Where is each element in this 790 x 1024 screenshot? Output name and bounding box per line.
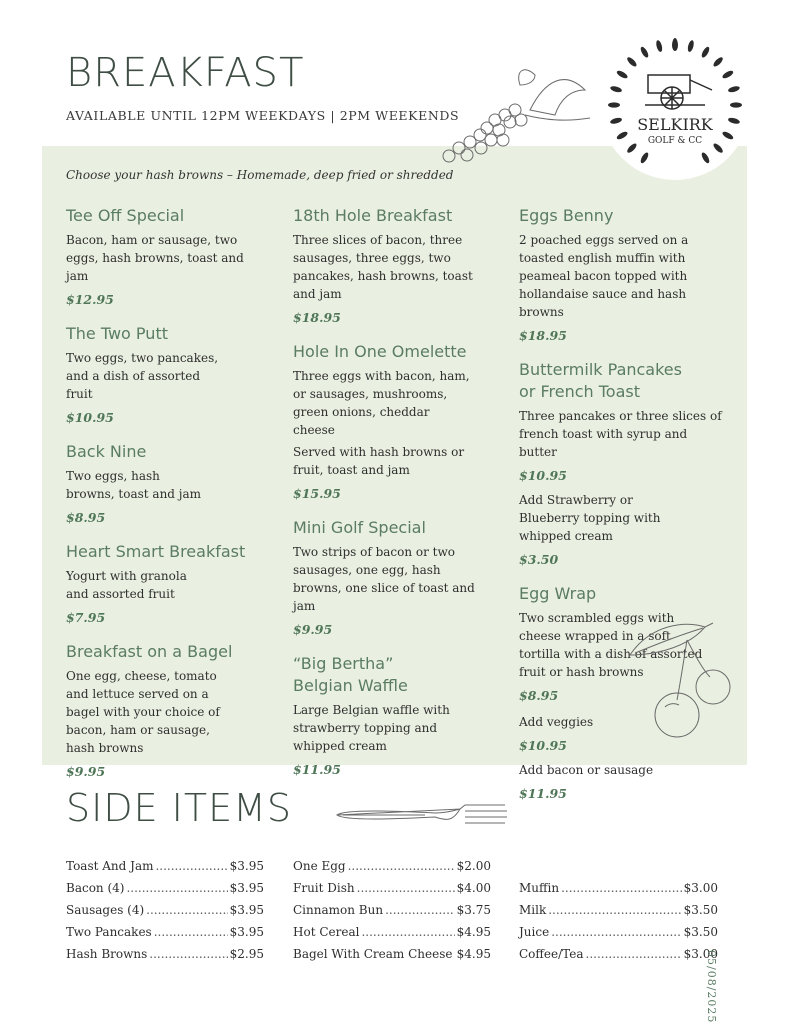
side-item-name: Bacon (4) bbox=[66, 881, 125, 895]
item-description: Bacon, ham or sausage, two eggs, hash browns, toast and jam bbox=[66, 233, 244, 283]
side-item-name: Milk bbox=[519, 903, 547, 917]
side-item-name: Sausages (4) bbox=[66, 903, 145, 917]
leader-dots bbox=[385, 899, 455, 921]
item-price: $11.95 bbox=[293, 762, 341, 777]
leader-dots bbox=[561, 877, 682, 899]
item-description: Large Belgian waffle with strawberry topping and whipped cream bbox=[293, 703, 450, 753]
menu-item bbox=[293, 205, 493, 327]
leader-dots bbox=[126, 877, 227, 899]
menu-item bbox=[519, 205, 724, 345]
side-item bbox=[519, 943, 718, 965]
leader-dots bbox=[548, 899, 681, 921]
item-price: $15.95 bbox=[293, 486, 341, 501]
side-item-price: $2.95 bbox=[229, 947, 264, 961]
side-items-column-2 bbox=[293, 855, 491, 965]
item-price: $7.95 bbox=[66, 610, 106, 625]
item-price: $10.95 bbox=[66, 410, 114, 425]
side-item-name: One Egg bbox=[293, 859, 346, 873]
addon-description: Add veggies bbox=[519, 715, 594, 729]
item-price: $18.95 bbox=[519, 328, 567, 343]
leader-dots bbox=[146, 899, 227, 921]
addon-price: $3.50 bbox=[519, 552, 559, 567]
leader-dots bbox=[586, 943, 682, 965]
side-items-title: SIDE ITEMS bbox=[66, 786, 293, 830]
item-description: Three slices of bacon, three sausages, three eggs, two pancakes, hash browns, toast and jam bbox=[293, 233, 473, 301]
item-price: $18.95 bbox=[293, 310, 341, 325]
item-description: Two strips of bacon or two sausages, one egg, hash browns, one slice of toast and jam bbox=[293, 545, 475, 613]
leader-dots bbox=[154, 921, 228, 943]
side-item-name: Muffin bbox=[519, 881, 560, 895]
logo-subtitle: GOLF & CC bbox=[647, 136, 703, 146]
side-item bbox=[293, 877, 491, 899]
item-name: 18th Hole Breakfast bbox=[293, 206, 453, 225]
grapes-illustration bbox=[435, 60, 600, 170]
item-description: 2 poached eggs served on a toasted english muffin with peameal bacon topped with hollandaise sauce and hash browns bbox=[519, 233, 689, 319]
item-description: Two scrambled eggs with cheese wrapped in a soft tortilla with a dish of assorted fruit or hash browns bbox=[519, 611, 703, 679]
side-item-price: $3.95 bbox=[229, 925, 264, 939]
item-name: Mini Golf Special bbox=[293, 518, 426, 537]
item-name: Eggs Benny bbox=[519, 206, 614, 225]
menu-item bbox=[519, 359, 724, 569]
side-item-price: $4.00 bbox=[456, 881, 491, 895]
side-item-price: $3.50 bbox=[683, 925, 718, 939]
leader-dots bbox=[551, 921, 681, 943]
side-item bbox=[66, 943, 264, 965]
logo-name: SELKIRK bbox=[637, 115, 713, 134]
side-item-price: $3.95 bbox=[229, 881, 264, 895]
hash-browns-note: Choose your hash browns – Homemade, deep fried or shredded bbox=[66, 168, 454, 182]
item-description: One egg, cheese, tomato and lettuce served on a bagel with your choice of bacon, ham or sausage, hash browns bbox=[66, 669, 220, 755]
item-price: $9.95 bbox=[293, 622, 333, 637]
side-item-price: $3.50 bbox=[683, 903, 718, 917]
side-item-name: Coffee/Tea bbox=[519, 947, 584, 961]
menu-item bbox=[293, 341, 493, 503]
side-item bbox=[519, 877, 718, 899]
side-item-name: Cinnamon Bun bbox=[293, 903, 384, 917]
item-name: Breakfast on a Bagel bbox=[66, 642, 233, 661]
menu-item bbox=[66, 323, 266, 427]
fork-icon bbox=[335, 795, 510, 835]
side-item-price: $3.95 bbox=[229, 859, 264, 873]
side-item-name: Hash Browns bbox=[66, 947, 148, 961]
side-item-price: $3.75 bbox=[456, 903, 491, 917]
item-price: $12.95 bbox=[66, 292, 114, 307]
side-item bbox=[519, 899, 718, 921]
menu-item bbox=[293, 653, 493, 779]
side-item bbox=[293, 855, 491, 877]
side-item-price: $3.00 bbox=[683, 881, 718, 895]
side-item bbox=[66, 855, 264, 877]
item-name: The Two Putt bbox=[66, 324, 168, 343]
menu-date: 05/08/2025 bbox=[705, 950, 718, 1024]
item-price: $8.95 bbox=[519, 688, 559, 703]
leader-dots bbox=[361, 921, 454, 943]
cherries-illustration bbox=[625, 615, 740, 745]
side-item bbox=[519, 921, 718, 943]
side-items-column-1 bbox=[66, 855, 264, 965]
side-item-name: Hot Cereal bbox=[293, 925, 360, 939]
item-name: “Big Bertha” Belgian Waffle bbox=[293, 654, 408, 695]
item-name: Back Nine bbox=[66, 442, 147, 461]
side-item-name: Juice bbox=[519, 925, 550, 939]
side-item-name: Fruit Dish bbox=[293, 881, 355, 895]
item-description: Two eggs, two pancakes, and a dish of assorted fruit bbox=[66, 351, 219, 401]
availability-subtitle: AVAILABLE UNTIL 12PM WEEKDAYS | 2PM WEEKENDS bbox=[66, 108, 460, 123]
side-item-price: $3.00 bbox=[683, 947, 718, 961]
side-item-price: $3.95 bbox=[229, 903, 264, 917]
side-item-name: Bagel With Cream Cheese bbox=[293, 947, 453, 961]
item-name: Heart Smart Breakfast bbox=[66, 542, 246, 561]
leader-dots bbox=[155, 855, 227, 877]
side-item bbox=[66, 899, 264, 921]
side-item-price: $4.95 bbox=[456, 925, 491, 939]
item-description: Three pancakes or three slices of french toast with syrup and butter bbox=[519, 409, 722, 459]
side-item bbox=[66, 921, 264, 943]
side-item-name: Two Pancakes bbox=[66, 925, 152, 939]
menu-column-2 bbox=[293, 205, 493, 793]
item-name: Tee Off Special bbox=[66, 206, 185, 225]
item-name: Buttermilk Pancakes or French Toast bbox=[519, 360, 682, 401]
leader-dots bbox=[357, 877, 455, 899]
addon-price: $11.95 bbox=[519, 786, 567, 801]
menu-item bbox=[66, 441, 266, 527]
page-title: BREAKFAST bbox=[66, 50, 305, 96]
item-name: Hole In One Omelette bbox=[293, 342, 467, 361]
addon-description: Add Strawberry or Blueberry topping with whipped cream bbox=[519, 493, 661, 543]
addon-description: Add bacon or sausage bbox=[519, 763, 654, 777]
menu-item bbox=[293, 517, 493, 639]
menu-item bbox=[66, 641, 266, 781]
side-item bbox=[293, 899, 491, 921]
side-item bbox=[293, 943, 491, 965]
club-logo bbox=[600, 30, 750, 180]
side-items-column-3 bbox=[519, 877, 718, 965]
leader-dots bbox=[149, 943, 227, 965]
item-price: $8.95 bbox=[66, 510, 106, 525]
side-item-price: $4.95 bbox=[456, 947, 491, 961]
menu-item bbox=[66, 205, 266, 309]
side-item-price: $2.00 bbox=[456, 859, 491, 873]
addon-price: $10.95 bbox=[519, 738, 567, 753]
item-price: $9.95 bbox=[66, 764, 106, 779]
menu-column-1 bbox=[66, 205, 266, 795]
item-description-extra: Served with hash browns or fruit, toast and jam bbox=[293, 445, 465, 477]
item-name: Egg Wrap bbox=[519, 584, 597, 603]
menu-item bbox=[66, 541, 266, 627]
side-item-name: Toast And Jam bbox=[66, 859, 154, 873]
item-description: Three eggs with bacon, ham, or sausages, mushrooms, green onions, cheddar cheese bbox=[293, 369, 470, 437]
item-price: $10.95 bbox=[519, 468, 567, 483]
item-description: Yogurt with granola and assorted fruit bbox=[66, 569, 187, 601]
side-item bbox=[66, 877, 264, 899]
item-description: Two eggs, hash browns, toast and jam bbox=[66, 469, 202, 501]
leader-dots bbox=[348, 855, 455, 877]
side-item bbox=[293, 921, 491, 943]
